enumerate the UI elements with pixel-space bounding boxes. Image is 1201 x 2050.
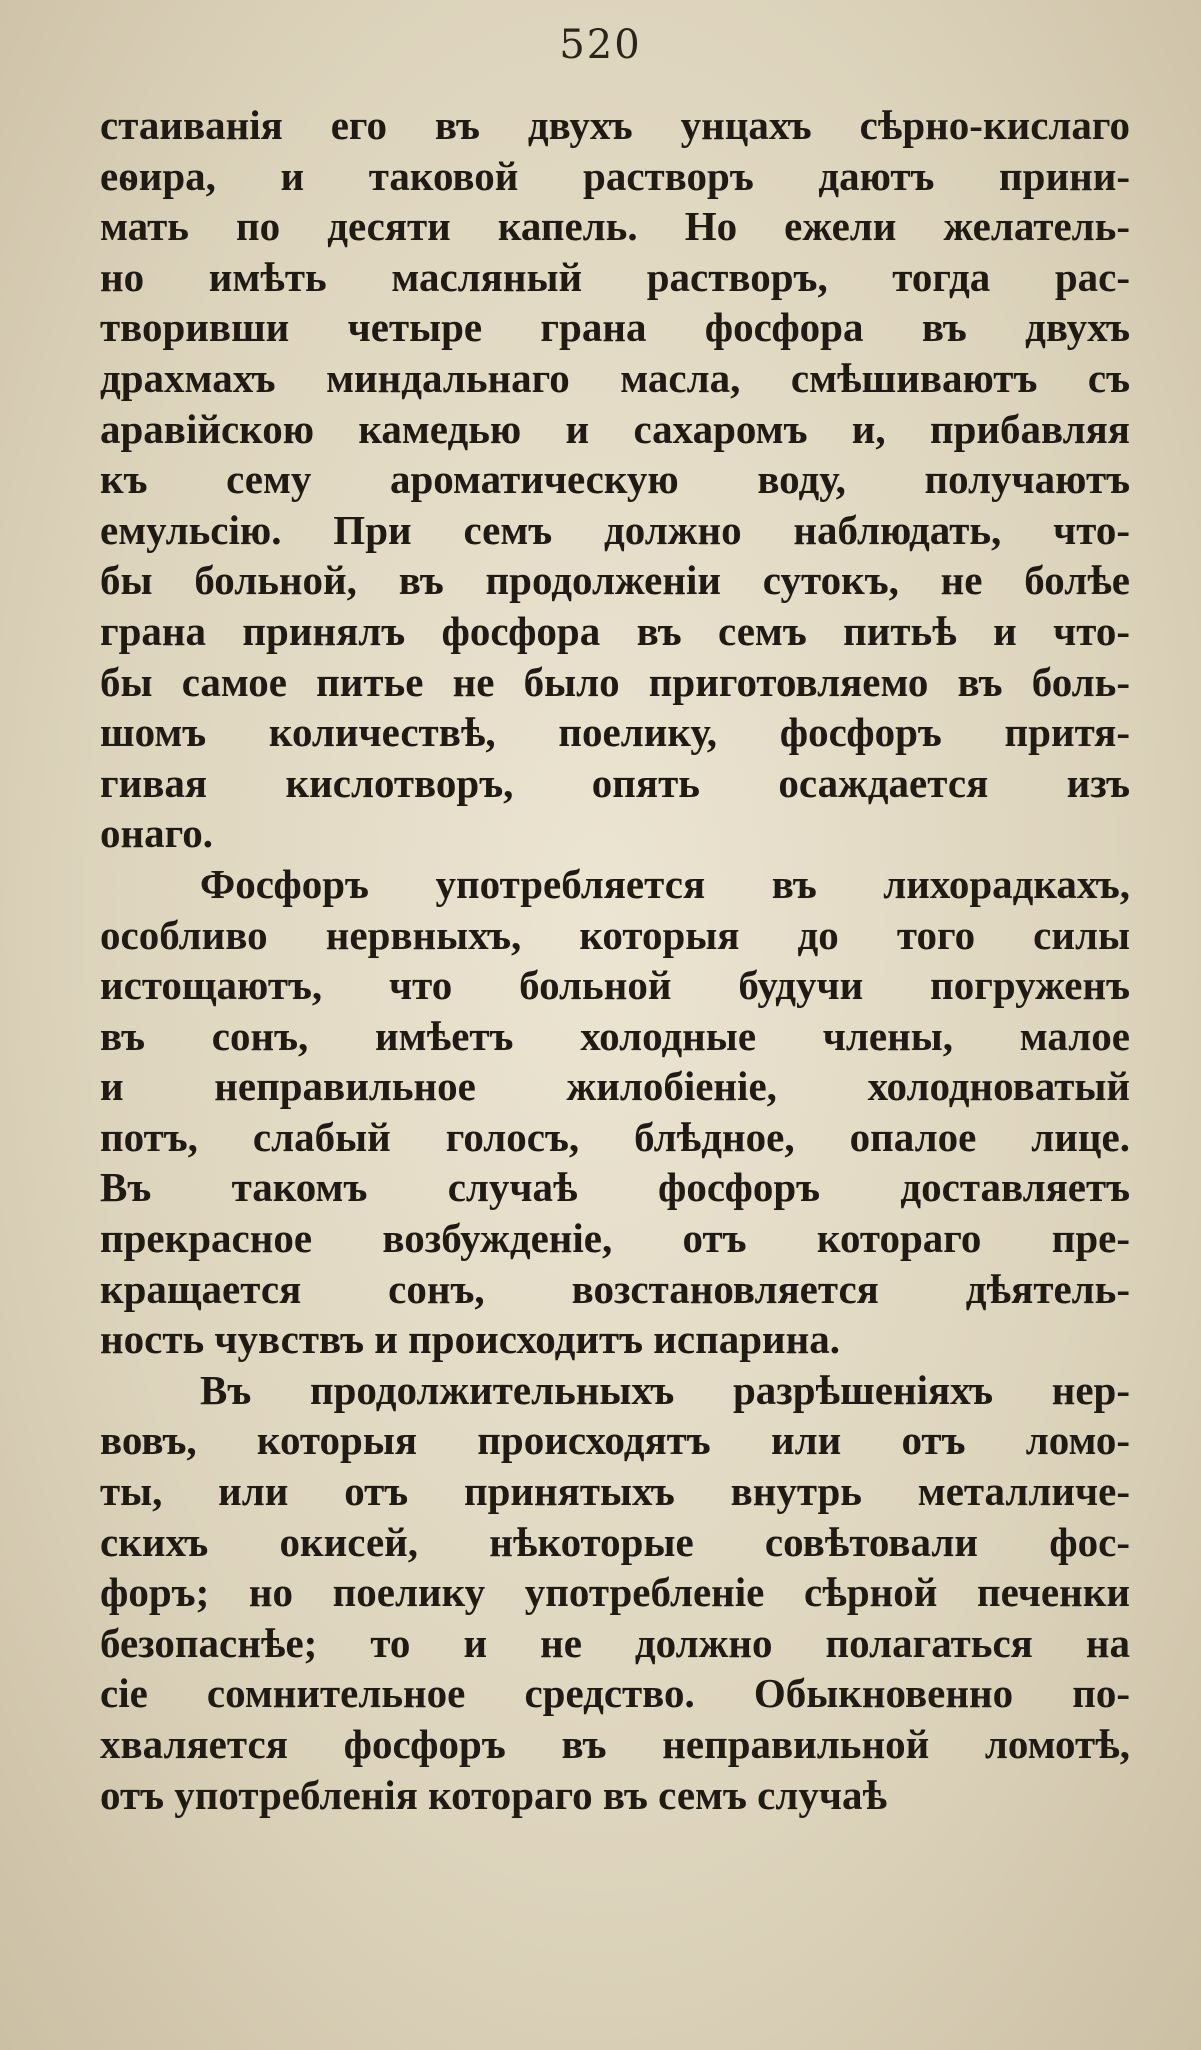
text-line: бы самое питье не было приготовляемо въ боль- — [100, 658, 1130, 705]
text-line: потъ, слабый голосъ, блѣдное, опалое лице. — [100, 1113, 1130, 1160]
text-line: онаго. — [100, 810, 213, 857]
text-line: кращается сонъ, возстановляется дѣятель- — [100, 1265, 1130, 1312]
text-line: мать по десяти капель. Но ежели желатель- — [100, 203, 1130, 250]
text-line: сіе сомнительное средство. Обыкновенно по- — [100, 1670, 1130, 1717]
body-text — [100, 100, 1130, 1820]
text-line: Въ продолжительныхъ разрѣшеніяхъ нер- — [200, 1366, 1130, 1413]
text-line: прекрасное возбужденіе, отъ котораго пре- — [100, 1215, 1130, 1262]
text-line: хваляется фосфоръ въ неправильной ломотѣ, — [100, 1721, 1130, 1767]
text-line: творивши четыре грана фосфора въ двухъ — [100, 304, 1130, 351]
text-line: грана принялъ фосфора въ семъ питьѣ и что- — [100, 607, 1130, 654]
text-line: Фосфоръ употребляется въ лихорадкахъ, — [200, 860, 1130, 907]
text-line: еѳира, и таковой растворъ даютъ прини- — [100, 152, 1130, 199]
text-line: емульсію. При семъ должно наблюдать, что- — [100, 506, 1130, 553]
text-line: вовъ, которыя происходятъ или отъ ломо- — [100, 1417, 1130, 1464]
paragraph — [100, 859, 1130, 1365]
text-line: и неправильное жилобіеніе, холодноватый — [100, 1063, 1130, 1110]
text-line: аравійскою камедью и сахаромъ и, прибавляя — [100, 405, 1130, 452]
text-line: шомъ количествѣ, поелику, фосфоръ притя- — [100, 709, 1130, 756]
text-line: драхмахъ миндальнаго масла, смѣшиваютъ съ — [100, 354, 1130, 401]
text-line: ты, или отъ принятыхъ внутрь металличе- — [100, 1468, 1130, 1515]
text-line: отъ употребленія котораго въ семъ случаѣ — [100, 1771, 888, 1818]
text-line: истощаютъ, что больной будучи погруженъ — [100, 962, 1130, 1009]
paragraph — [100, 100, 1130, 859]
text-line: ность чувствъ и происходитъ испарина. — [100, 1316, 841, 1363]
text-line: гивая кислотворъ, опять осаждается изъ — [100, 759, 1130, 806]
text-line: бы больной, въ продолженіи сутокъ, не болѣе — [100, 557, 1130, 604]
text-line: скихъ окисей, нѣкоторые совѣтовали фос- — [100, 1518, 1130, 1565]
text-line: въ сонъ, имѣетъ холодные члены, малое — [100, 1012, 1130, 1059]
paragraph — [100, 1365, 1130, 1820]
text-line: но имѣть масляный растворъ, тогда рас- — [100, 253, 1130, 300]
text-line: къ сему ароматическую воду, получаютъ — [100, 456, 1130, 503]
text-line: Въ такомъ случаѣ фосфоръ доставляетъ — [100, 1164, 1130, 1211]
text-line: особливо нервныхъ, которыя до того силы — [100, 911, 1130, 958]
text-line: стаиванія его въ двухъ унцахъ сѣрно-кислаго — [100, 102, 1130, 148]
text-line: форъ; но поелику употребленіе сѣрной печенки — [100, 1569, 1130, 1616]
text-line: безопаснѣе; то и не должно полагаться на — [100, 1619, 1130, 1666]
page-number: 520 — [559, 22, 642, 68]
